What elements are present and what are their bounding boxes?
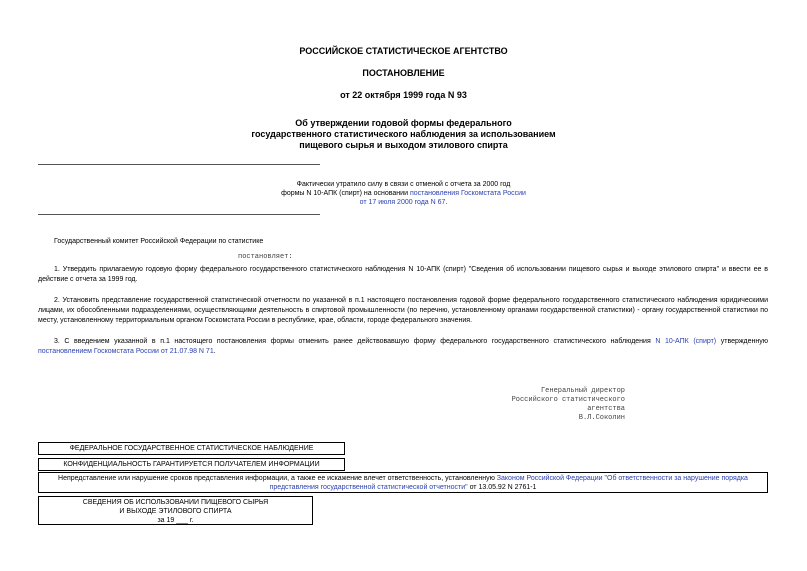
notice-line	[0, 189, 807, 198]
doc-title-line: Об утверждении годовой формы федерального	[295, 118, 512, 128]
doc-title	[0, 118, 807, 151]
signature-line: В.Л.Соколин	[578, 414, 625, 422]
paragraph-text: .	[213, 348, 216, 355]
doc-type: ПОСТАНОВЛЕНИЕ	[362, 68, 445, 78]
decree-date-link[interactable]: от 17 июля 2000 года N 67	[359, 199, 446, 206]
agency-name: РОССИЙСКОЕ СТАТИСТИЧЕСКОЕ АГЕНТСТВО	[299, 46, 508, 56]
form-link[interactable]: N 10-АПК (спирт)	[655, 338, 717, 345]
signature-line: Российского статистического агентства	[511, 396, 625, 413]
federal-observation-box: ФЕДЕРАЛЬНОЕ ГОСУДАРСТВЕННОЕ СТАТИСТИЧЕСКОЕ НАБЛЮДЕНИЕ	[38, 442, 345, 455]
notice-line: Фактически утратило силу в связи с отменой с отчета за 2000 год	[296, 181, 511, 188]
doc-title-line: пищевого сырья и выходом этилового спирта	[299, 140, 508, 150]
form-title-line: И ВЫХОДЕ ЭТИЛОВОГО СПИРТА	[119, 508, 232, 515]
paragraph-text: 3. С введением указанной в п.1 настоящего постановления формы отменить ранее действовавшую форму федерального государственного статистического наблюдения	[54, 338, 656, 345]
old-decree-link[interactable]: постановлением Госкомстата России от 21.07.98 N 71	[38, 348, 214, 355]
responsibility-warning-box	[38, 472, 768, 493]
form-title-line: СВЕДЕНИЯ ОБ ИСПОЛЬЗОВАНИИ ПИЩЕВОГО СЫРЬЯ	[82, 499, 269, 506]
form-title-line: за 19 ___ г.	[157, 517, 194, 524]
confidentiality-box: КОНФИДЕНЦИАЛЬНОСТЬ ГАРАНТИРУЕТСЯ ПОЛУЧАТЕЛЕМ ИНФОРМАЦИИ	[38, 458, 345, 471]
paragraph-2: 2. Установить представление государственной статистической отчетности по указанной в п.1 настоящего постановления годовой форме федерального государственного статистического наблюдения юридическими лицами, их обособленными подразделениями, осуществляющими деятельность в спиртовой промышленности (по перечню, установленному органами государственной статистики) - органу государственной статистики по месту, установленному территориальным органом Госкомстата России в республике, крае, области, городе федерального значения.	[38, 297, 768, 324]
doc-date-number: от 22 октября 1999 года N 93	[340, 90, 467, 100]
signature-line: Генеральный директор	[540, 387, 625, 395]
notice-text: формы N 10-АПК (спирт) на основании	[281, 190, 410, 197]
law-link[interactable]: Законом Российской Федерации "Об ответственности за нарушение порядка представления государственной статистической отчетности"	[269, 475, 748, 491]
decrees-word: постановляет:	[238, 253, 293, 261]
divider-line	[38, 214, 320, 215]
committee-name: Государственный комитет Российской Федерации по статистике	[54, 238, 264, 245]
warning-text: от 13.05.92 N 2761-1	[467, 484, 537, 491]
warning-text: Непредставление или нарушение сроков представления информации, а также ее искажение влечет ответственность, установленную	[58, 475, 497, 482]
decree-link[interactable]: постановления Госкомстата России	[409, 190, 526, 197]
paragraph-text: утвержденную	[716, 338, 769, 345]
repeal-notice	[0, 180, 807, 207]
notice-line	[0, 198, 807, 207]
form-title-box	[38, 496, 313, 525]
notice-text: .	[445, 199, 448, 206]
paragraph-1: 1. Утвердить прилагаемую годовую форму федерального государственного статистического наблюдения N 10-АПК (спирт) "Сведения об использовании пищевого сырья и выходе этилового спирта" и ввести ее в действие с отчета за 1999 год.	[38, 266, 768, 283]
paragraph-3	[38, 337, 768, 357]
divider-line	[38, 164, 320, 165]
doc-title-line: государственного статистического наблюдения за использованием	[251, 129, 556, 139]
signature-block	[470, 387, 625, 423]
